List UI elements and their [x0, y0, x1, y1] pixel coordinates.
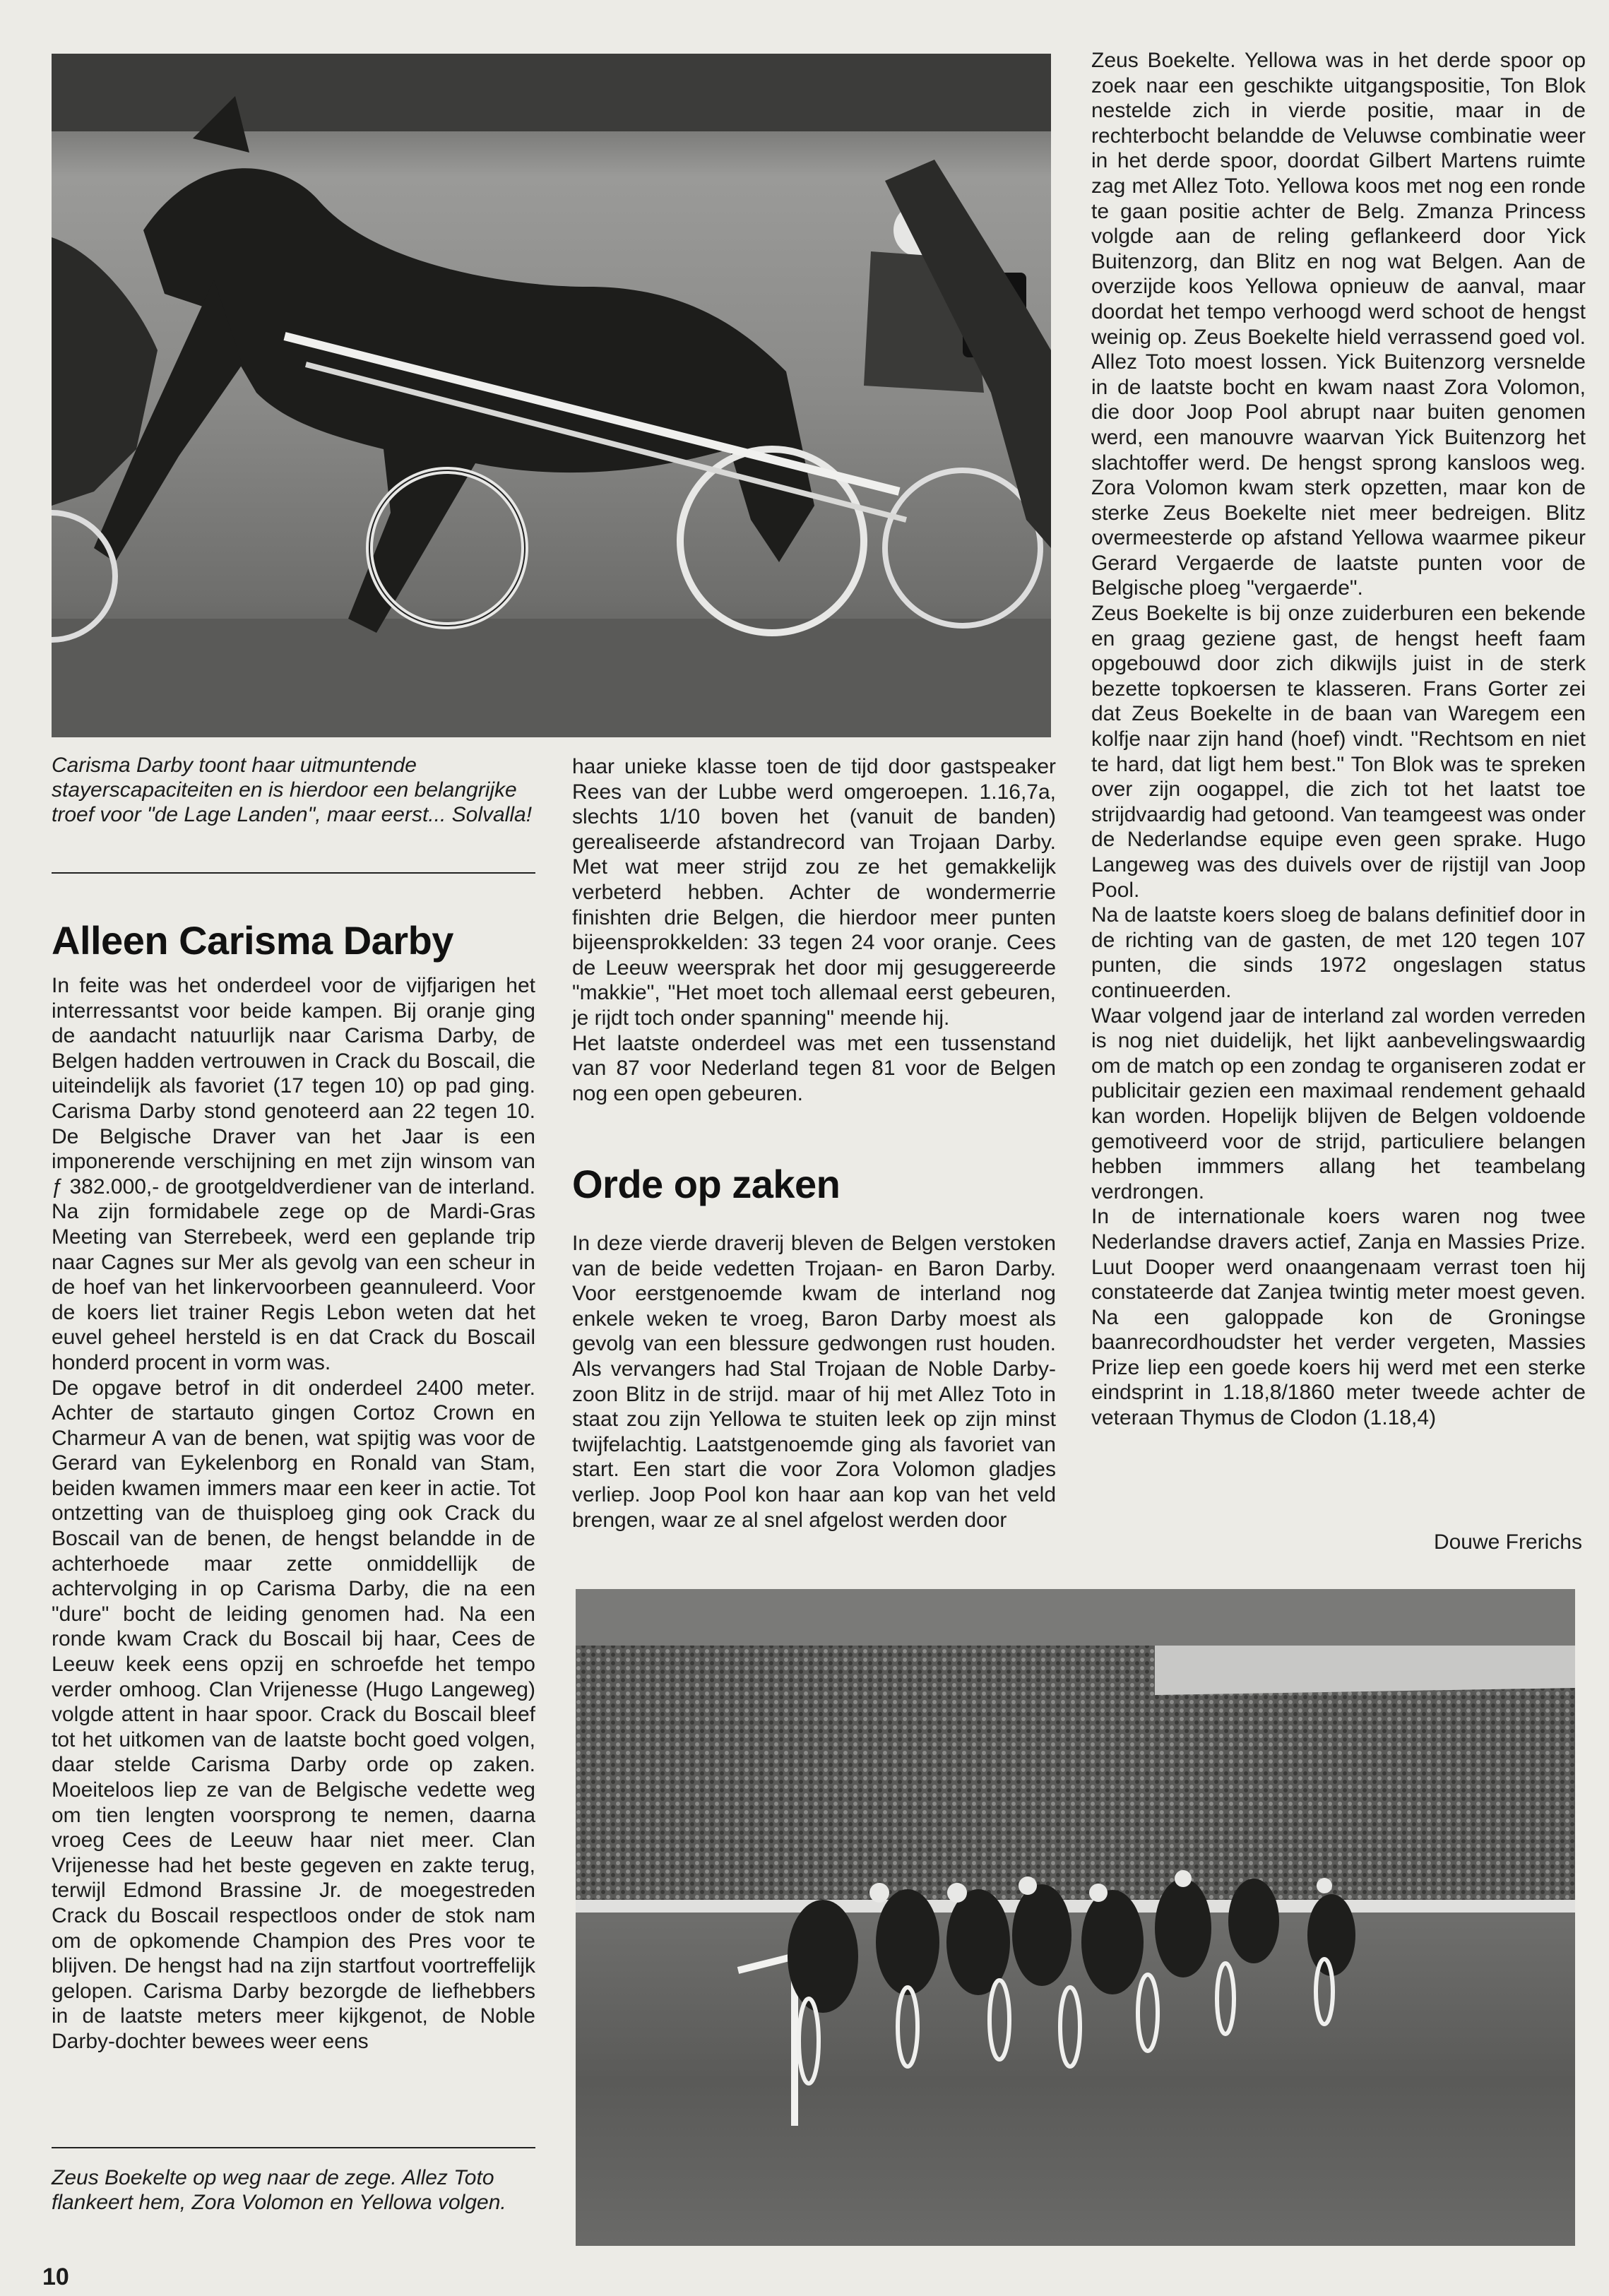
photo-race-field-grandstand: [576, 1589, 1575, 2246]
col3-paragraph: Waar volgend jaar de interland zal worden verreden is nog niet duidelijk, het lijkt aanbevelingswaardig om de match op een zondag te organiseren zodat er publicitair gezien een maximaal rendement gehaald kan worden. Hopelijk blijven de Belgen voldoende gemotiveerd voor de strijd, particuliere belangen hebben immmers allang het teambelang verdrongen.: [1091, 1004, 1586, 1203]
column-2: [572, 754, 1056, 1106]
column-3: [1091, 48, 1586, 1431]
byline: Douwe Frerichs: [1433, 1530, 1582, 1554]
col3-paragraph: Zeus Boekelte. Yellowa was in het derde spoor op zoek naar een geschikte uitgangspositie, Ton Blok nestelde zich in vierde positie, maar in de rechterbocht belandde de Veluwse combinatie weer in het derde spoor, doordat Gilbert Martens ruimte zag met Allez Toto. Yellowa koos met nog een ronde te gaan positie achter de Belg. Zmanza Princess volgde aan de reling geflankeerd door Yick Buitenzorg, dan Blitz en nog wat Belgen. Aan de overzijde koos Yellowa opnieuw de aanval, maar doordat het tempo verhoogd werd schoot de hengst weinig op. Zeus Boekelte hield verrassend goed vol. Allez Toto moest lossen. Yick Buitenzorg versnelde in de laatste bocht en kwam naast Zora Volomon, die door Joop Pool abrupt naar buiten genomen werd, een manouvre waarvan Yick Buitenzorg het slachtoffer werd. De hengst sprong kansloos weg. Zora Volomon kwam sterk opzetten, maar kon de sterke Zeus Boekelte niet meer bedreigen. Blitz overmeesterde op afstand Yellowa waarmee pikeur Gerard Vergaerde de laatste punten voor de Belgische ploeg "vergaerde".: [1091, 49, 1586, 600]
horse-race-closeup-image: [52, 54, 1051, 737]
page-number: 10: [42, 2264, 69, 2290]
col3-paragraph: Na de laatste koers sloeg de balans definitief door in de richting van de gasten, de met 120 tegen 107 punten, die sinds 1972 ongeslagen status continueerden.: [1091, 903, 1586, 1002]
heading-alleen-carisma-darby: Alleen Carisma Darby: [52, 918, 453, 963]
col3-paragraph: Zeus Boekelte is bij onze zuiderburen een bekende en graag geziene gast, de hengst heeft faam opgebouwd door zich dikwijls juist in de sterk bezette topkoersen te klasseren. Frans Gorter zei dat Zeus Boekelte in de baan van Waregem een kolfje naar zijn hand (hoef) vindt. "Rechtsom en niet te hard, dat ligt hem best." Ton Blok was te spreken over zijn oogappel, die zich tot het laatst toe strijdvaardig had getoond. Van teamgeest was onder de Nederlandse equipe even geen sprake. Hugo Langeweg was des duivels over de rijstijl van Joop Pool.: [1091, 602, 1586, 902]
race-field-image: [576, 1589, 1575, 2246]
col1-paragraph: De opgave betrof in dit onderdeel 2400 meter. Achter de startauto gingen Cortoz Crown en Charmeur A van de benen, wat spijtig was voor de Gerard van Eykelenborg en Ronald van Stam, beiden kwamen immers maar een keer in actie. Tot ontzetting van de thuisploeg ging ook Crack du Boscail van de benen, de hengst belandde in de achterhoede maar zette onmiddellijk de achtervolging in op Carisma Darby, die na een "dure" bocht de leiding genomen had. Na een ronde kwam Crack du Boscail bij haar, Cees de Leeuw keek eens opzij en schroefde het tempo verder omhoog. Clan Vrijenesse (Hugo Langeweg) volgde attent in haar spoor. Crack du Boscail bleef tot het uitkomen van de laatste bocht goed volgen, daar stelde Carisma Darby orde op zaken. Moeiteloos liep ze van de Belgische vedette weg om tien lengten voorsprong te nemen, daarna vroeg Cees de Leeuw haar niet meer. Clan Vrijenesse had het beste gegeven en zakte terug, terwijl Edmond Brassine Jr. de moegestreden Crack du Boscail respectloos onder de stok nam om de opkomende Champion des Pres voor te blijven. De hengst had na zijn startfout voortreffelijk gelopen. Carisma Darby bezorgde de liefhebbers in de laatste meters meer kijkgenot, de Noble Darby-dochter bewees weer eens: [52, 1376, 535, 2053]
caption-top: Carisma Darby toont haar uitmuntende stayerscapaciteiten en is hierdoor een belangrijke troef voor "de Lage Landen", maar eerst... Solvalla!: [52, 754, 533, 826]
column-1: [52, 973, 535, 2054]
col1-paragraph: In feite was het onderdeel voor de vijfjarigen het interressantst voor beide kampen. Bij oranje ging de aandacht natuurlijk naar Carisma Darby, de Belgen hadden vertrouwen in Crack du Boscail, die uiteindelijk als favoriet (17 tegen 10) op pad ging. Carisma Darby stond genoteerd aan 22 tegen 10. De Belgische Draver van het Jaar is een imponerende verschijning en met zijn winsom van ƒ 382.000,- de grootgeldverdiener van de interland. Na zijn formidabele zege op de Mardi-Gras Meeting van Sterrebeek, werd een geplande trip naar Cagnes sur Mer als gevolg van een scheur in de hoef van het linkervoorbeen geannuleerd. Voor de koers liet trainer Regis Lebon weten dat het euvel geheel hersteld is en dat Crack du Boscail honderd procent in vorm was.: [52, 974, 535, 1374]
heading-orde-op-zaken: Orde op zaken: [572, 1162, 841, 1206]
column-2b: [572, 1231, 1056, 1533]
caption-bottom: Zeus Boekelte op weg naar de zege. Allez Toto flankeert hem, Zora Volomon en Yellowa volgen.: [52, 2166, 506, 2214]
col3-paragraph: In de internationale koers waren nog twee Nederlandse dravers actief, Zanja en Massies Prize. Luut Dooper werd onaangenaam verrast toen hij constateerde dat Zanjea twintig meter moest geven. Na een galoppade kon de Groningse baanrecordhoudster het verder vergeten, Massies Prize liep een goede koers hij werd met een sterke eindsprint in 1.18,8/1860 meter tweede achter de veteraan Thymus de Clodon (1.18,4): [1091, 1205, 1586, 1430]
col2b-paragraph: In deze vierde draverij bleven de Belgen verstoken van de beide vedetten Trojaan- en Baron Darby. Voor eerstgenoemde kwam de interland nog enkele weken te vroeg, Baron Darby moest als gevolg van een blessure gedwongen rust houden. Als vervangers had Stal Trojaan de Noble Darby-zoon Blitz in de strijd. maar of hij met Allez Toto in staat zou zijn Yellowa te stuiten leek op zijn minst twijfelachtig. Laatstgenoemde ging als favoriet van start. Een start die voor Zora Volomon gladjes verliep. Joop Pool kon haar aan kop van het veld brengen, waar ze al snel afgelost werden door: [572, 1232, 1056, 1532]
bottom-caption-rule: [52, 2147, 535, 2148]
caption-rule: [52, 872, 535, 874]
col2-paragraph: haar unieke klasse toen de tijd door gastspeaker Rees van der Lubbe werd omgeroepen. 1.16,7a, slechts 1/10 boven het (vanuit de banden) gerealiseerde afstandrecord van Trojaan Darby. Met wat meer strijd zou ze het gemakkelijk verbeterd hebben. Achter de wondermerrie finishten drie Belgen, die hierdoor meer punten bijeensprokkelden: 33 tegen 24 voor oranje. Cees de Leeuw weersprak het door mij gesuggereerde "makkie", "Het moet toch allemaal eerst gebeuren, je rijdt toch onder spanning" meende hij.: [572, 755, 1056, 1030]
photo-horse-race-closeup: [52, 54, 1051, 737]
col2-paragraph: Het laatste onderdeel was met een tussenstand van 87 voor Nederland tegen 81 voor de Belgen nog een open gebeuren.: [572, 1031, 1056, 1105]
